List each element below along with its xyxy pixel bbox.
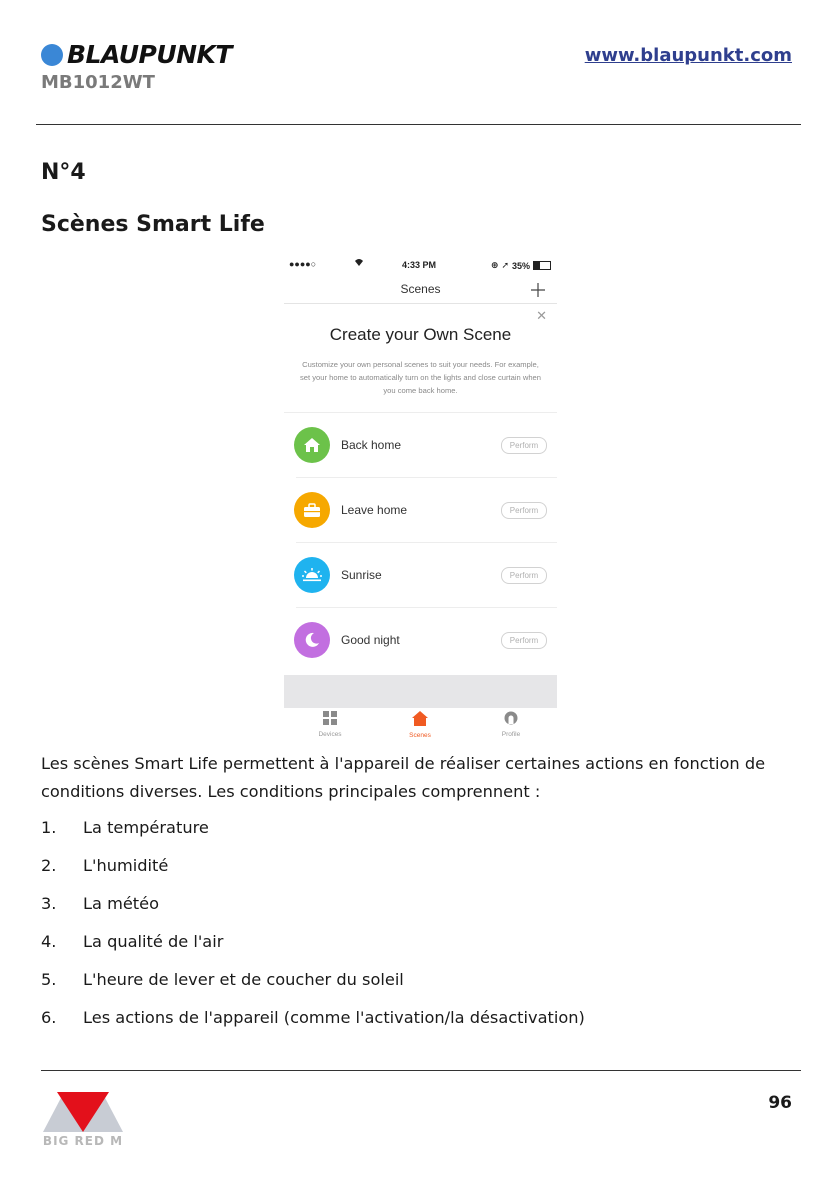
card-description: Customize your own personal scenes to suit your needs. For example, set your home to automatically turn on the lights and close curtain when you come back home. <box>299 360 542 395</box>
perform-button[interactable]: Perform <box>501 437 547 454</box>
battery-percent: 35% <box>511 260 530 271</box>
tab-label: Profile <box>501 731 521 738</box>
list-number: 5. <box>41 970 57 989</box>
tab-label: Scenes <box>409 732 431 739</box>
list-item <box>41 966 801 1004</box>
battery-icon <box>533 261 551 270</box>
add-scene-button[interactable] <box>531 277 545 303</box>
sunrise-icon <box>294 557 330 593</box>
grid-icon <box>323 711 337 725</box>
card-title: Create your Own Scene <box>329 325 512 344</box>
scene-item-good-night[interactable] <box>284 608 557 673</box>
brand-name: BLAUPUNKT <box>67 40 232 69</box>
status-right <box>491 260 551 271</box>
logo-text: BIG RED M <box>42 1134 124 1148</box>
close-icon[interactable]: ✕ <box>536 308 547 323</box>
home-icon <box>294 427 330 463</box>
moon-icon <box>294 622 330 658</box>
scene-item-leave-home[interactable] <box>284 478 557 543</box>
wifi-icon <box>354 258 364 269</box>
tab-scenes[interactable] <box>390 711 450 739</box>
list-number: 6. <box>41 1008 57 1027</box>
list-item <box>41 852 801 890</box>
header-divider <box>36 124 801 125</box>
model-number: MB1012WT <box>41 72 155 93</box>
section-number: N°4 <box>41 160 86 185</box>
tab-bar <box>284 708 557 745</box>
list-text: La température <box>83 818 209 837</box>
list-text: La météo <box>83 894 160 913</box>
brand-dot-icon <box>41 44 63 66</box>
list-text: Les actions de l'appareil (comme l'activation/la désactivation) <box>83 1008 585 1027</box>
briefcase-icon <box>294 492 330 528</box>
profile-icon <box>504 711 518 725</box>
list-number: 4. <box>41 932 57 951</box>
scene-item-back-home[interactable] <box>284 413 557 478</box>
perform-button[interactable]: Perform <box>501 502 547 519</box>
signal-indicator: ●●●●○ <box>289 259 317 269</box>
tab-devices[interactable] <box>300 711 360 738</box>
tab-label: Devices <box>318 731 342 738</box>
big-red-m-logo <box>41 1090 125 1152</box>
list-item <box>41 1004 801 1042</box>
app-screenshot <box>284 255 557 745</box>
perform-button[interactable]: Perform <box>501 632 547 649</box>
scene-label: Sunrise <box>341 568 382 582</box>
list-item <box>41 814 801 852</box>
tab-profile[interactable] <box>481 711 541 738</box>
page-number: 96 <box>768 1093 792 1113</box>
perform-button[interactable]: Perform <box>501 567 547 584</box>
list-text: L'humidité <box>83 856 169 875</box>
nav-bar <box>284 275 557 304</box>
list-number: 3. <box>41 894 57 913</box>
scene-label: Back home <box>341 438 402 452</box>
nav-title: Scenes <box>400 282 441 296</box>
list-text: L'heure de lever et de coucher du soleil <box>83 970 404 989</box>
empty-area <box>284 675 557 708</box>
logo-mark-icon <box>41 1090 125 1134</box>
list-number: 1. <box>41 818 57 837</box>
status-time: 4:33 PM <box>402 260 437 270</box>
brand-logo <box>41 40 232 69</box>
list-number: 2. <box>41 856 57 875</box>
status-bar <box>284 255 557 275</box>
section-title: Scènes Smart Life <box>41 212 265 237</box>
home-icon <box>412 711 428 726</box>
list-item <box>41 928 801 966</box>
conditions-list <box>41 814 801 1042</box>
location-icon: ➚ <box>501 260 509 270</box>
scene-item-sunrise[interactable] <box>284 543 557 608</box>
intro-paragraph: Les scènes Smart Life permettent à l'appareil de réaliser certaines actions en fonction de conditions diverses. Les conditions principales comprennent : <box>41 754 766 801</box>
list-item <box>41 890 801 928</box>
lock-rotation-icon: ⊕ <box>490 260 499 270</box>
list-text: La qualité de l'air <box>83 932 224 951</box>
scene-label: Leave home <box>341 503 408 517</box>
website-link[interactable]: www.blaupunkt.com <box>584 45 792 66</box>
scene-label: Good night <box>341 633 400 647</box>
footer-divider <box>41 1070 801 1071</box>
